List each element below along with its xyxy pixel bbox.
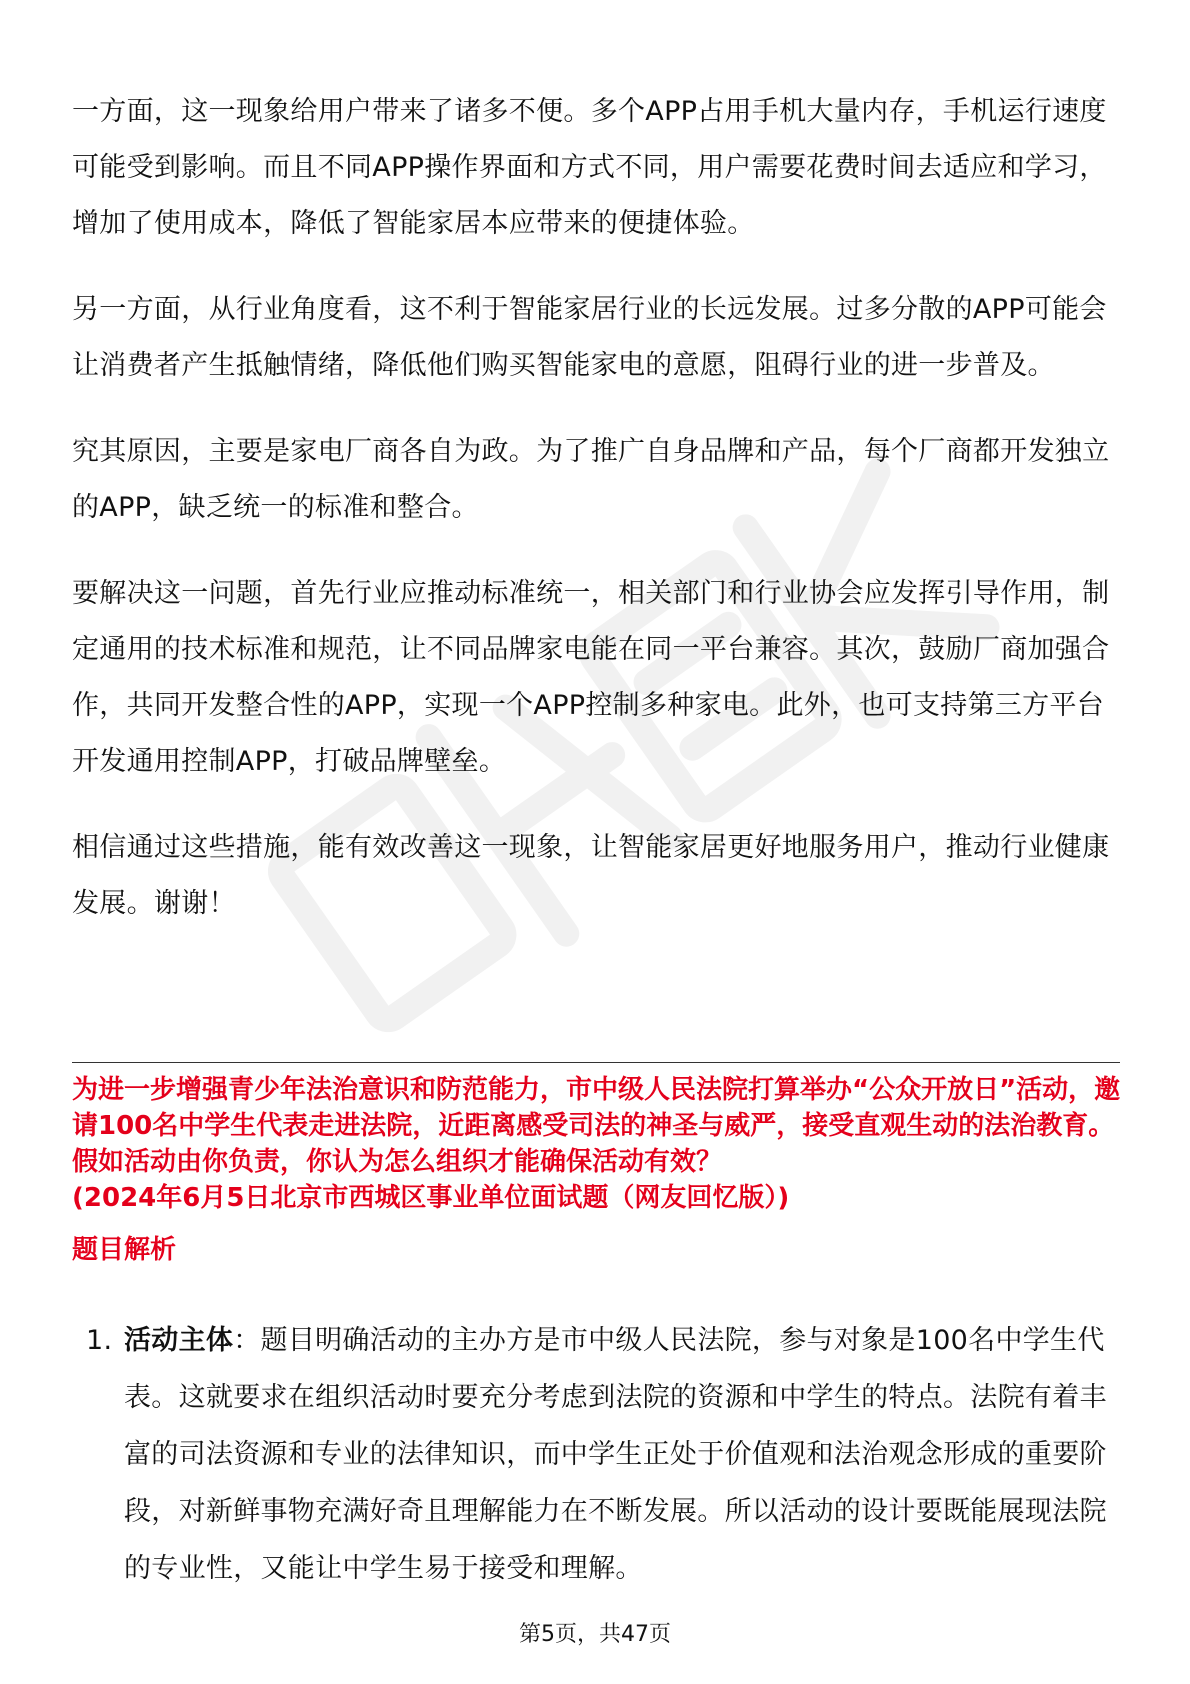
paragraph-3: 究其原因，主要是家电厂商各自为政。为了推广自身品牌和产品，每个厂商都开发独立的APP，缺乏统一的标准和整合。 — [72, 436, 1110, 523]
interview-question — [72, 1072, 1122, 1216]
page-number: 第5页，共47页 — [519, 1622, 671, 1647]
paragraph-1: 一方面，这一现象给用户带来了诸多不便。多个APP占用手机大量内存，手机运行速度可能受到影响。而且不同APP操作界面和方式不同，用户需要花费时间去适应和学习，增加了使用成本，降低了智能家居本应带来的便捷体验。 — [72, 96, 1107, 239]
paragraph-2: 另一方面，从行业角度看，这不利于智能家居行业的长远发展。过多分散的APP可能会让消费者产生抵触情绪，降低他们购买智能家电的意愿，阻碍行业的进一步普及。 — [72, 294, 1107, 381]
list-item-body: 题目明确活动的主办方是市中级人民法院，参与对象是100名中学生代表。这就要求在组织活动时要充分考虑到法院的资源和中学生的特点。法院有着丰富的司法资源和专业的法律知识，而中学生正处于价值观和法治观念形成的重要阶段，对新鲜事物充满好奇且理解能力在不断发展。所以活动的设计要既能展现法院的专业性，又能让中学生易于接受和理解。 — [124, 1325, 1107, 1584]
list-item-title: 活动主体 — [124, 1325, 234, 1356]
list-item — [72, 1312, 1120, 1597]
list-item-separator: ： — [233, 1325, 261, 1356]
question-text: 为进一步增强青少年法治意识和防范能力，市中级人民法院打算举办“公众开放日”活动，邀请100名中学生代表走进法院，近距离感受司法的神圣与威严，接受直观生动的法治教育。假如活动由你负责，你认为怎么组织才能确保活动有效？ — [72, 1075, 1121, 1177]
question-source: (2024年6月5日北京市西城区事业单位面试题（网友回忆版）) — [72, 1183, 790, 1213]
analysis-heading: 题目解析 — [72, 1235, 177, 1265]
analysis-list — [72, 1312, 1120, 1597]
paragraph-4: 要解决这一问题，首先行业应推动标准统一，相关部门和行业协会应发挥引导作用，制定通用的技术标准和规范，让不同品牌家电能在同一平台兼容。其次，鼓励厂商加强合作，共同开发整合性的APP，实现一个APP控制多种家电。此外，也可支持第三方平台开发通用控制APP，打破品牌壁垒。 — [72, 578, 1110, 777]
body-text — [72, 84, 1120, 962]
section-divider — [72, 1062, 1120, 1063]
paragraph-5: 相信通过这些措施，能有效改善这一现象，让智能家居更好地服务用户，推动行业健康发展。谢谢！ — [72, 832, 1110, 919]
list-item-number: 1. — [86, 1325, 113, 1356]
